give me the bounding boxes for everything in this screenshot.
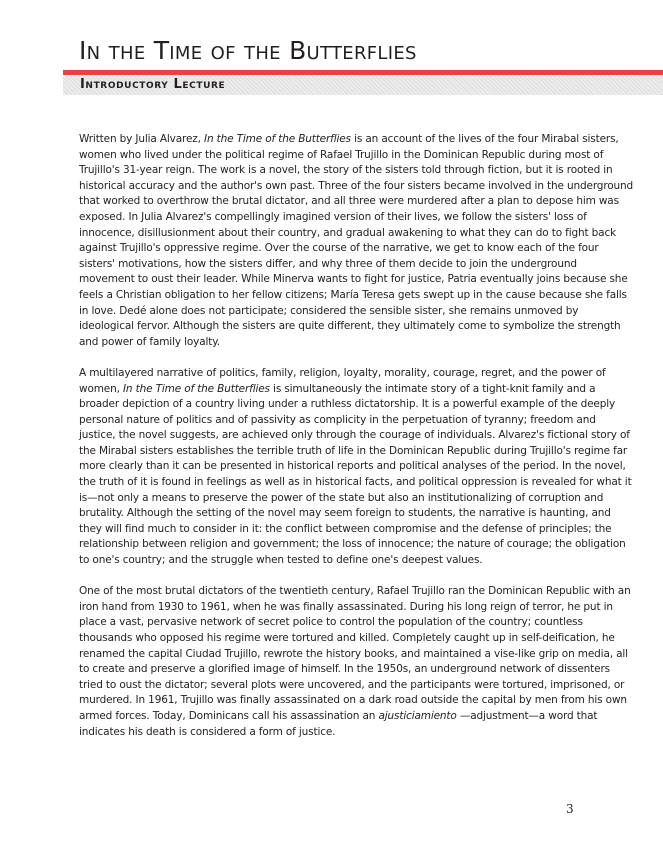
paragraph-1-text-a: Written by Julia Alvarez, (79, 133, 204, 145)
paragraph-2 (79, 366, 635, 569)
paragraph-1-text-b: is an account of the lives of the four Mirabal sisters, women who lived under the political regime of Rafael Trujillo in the Dominican Republic during most of Trujillo's 31-year reign. The work is a novel, the story of the sisters told through fiction, but it is rooted in historical accuracy and the author's own past. Three of the four sisters became involved in the underground that worked to overthrow the brutal dictator, and all three were murdered after a plan to depose him was exposed. In Julia Alvarez's compellingly imagined version of their lives, we follow the sisters' loss of innocence, disillusionment about their country, and gradual awakening to what they can do to fight back against Trujillo's oppressive regime. Over the course of the narrative, we get to know each of the four sisters' motivations, how the sisters differ, and why three of them decide to join the underground movement to oust their leader. While Minerva wants to fight for justice, Patria eventually joins because she feels a Christian obligation to her fellow citizens; María Teresa gets swept up in the cause because she falls in love. Dedé alone does not participate; considered the sensible sister, she remains unmoved by ideological fervor. Although the sisters are quite different, they ultimately come to symbolize the strength and power of family loyalty. (79, 133, 634, 348)
paragraph-3 (79, 584, 635, 740)
paragraph-2-text-a: A multilayered narrative of politics, family, religion, loyalty, morality, courage, regret, and the power of women, (79, 366, 606, 395)
paragraph-3-text-a: One of the most brutal dictators of the twentieth century, Rafael Trujillo ran the Dominican Republic with an iron hand from 1930 to 1961, when he was finally assassinated. During his long reign of terror, he put in place a vast, pervasive network of secret police to control the population of the country; countless thousands who opposed his regime were tortured and killed. Completely caught up in self-deification, he renamed the capital Ciudad Trujillo, rewrote the history books, and maintained a vise-like grip on media, all to create and preserve a glorified image of himself. In the 1950s, an underground network of dissenters tried to oust the dictator; several plots were uncovered, and the participants were tortured, imprisoned, or murdered. In 1961, Trujillo was finally assassinated on a dark road outside the capital by men from his own armed forces. Today, Dominicans call his assassination an (79, 585, 631, 722)
page-number: 3 (566, 802, 574, 816)
paragraph-3-italic-term: ajusticiamiento (378, 709, 457, 722)
paragraph-2-book-title: In the Time of the Butterflies (122, 382, 270, 395)
body-text (79, 132, 635, 756)
paragraph-1-book-title: In the Time of the Butterflies (204, 133, 351, 145)
paragraph-2-text-b: is simultaneously the intimate story of a tight-knit family and a broader depiction of a country living under a ruthless dictatorship. It is a powerful example of the deeply personal nature of politics and of passivity as complicity in the perpetuation of tyranny; freedom and justice, the novel suggests, are achieved only through the courage of individuals. Alvarez's fictional story of the Mirabal sisters establishes the terrible truth of life in the Dominican Republic during Trujillo's regime far more clearly than it can be presented in historical reports and political analyses of the period. In the novel, the truth of it is found in feelings as well as in historical facts, and political oppression is revealed for what it is—not only a means to preserve the power of the state but also an institutionalizing of corruption and brutality. Although the setting of the novel may seem foreign to students, the narrative is haunting, and they will find much to consider in it: the conflict between compromise and the defense of principles; the relationship between religion and government; the loss of innocence; the nature of courage; the obligation to one's country; and the struggle when tested to define one's deepest values. (79, 382, 632, 567)
page-subtitle: Introductory Lecture (80, 77, 226, 92)
paragraph-1 (79, 132, 635, 350)
paragraph-3-text-b: —adjustment—a word that indicates his death is considered a form of justice. (79, 709, 598, 738)
page-title: In the Time of the Butterflies (79, 36, 417, 65)
